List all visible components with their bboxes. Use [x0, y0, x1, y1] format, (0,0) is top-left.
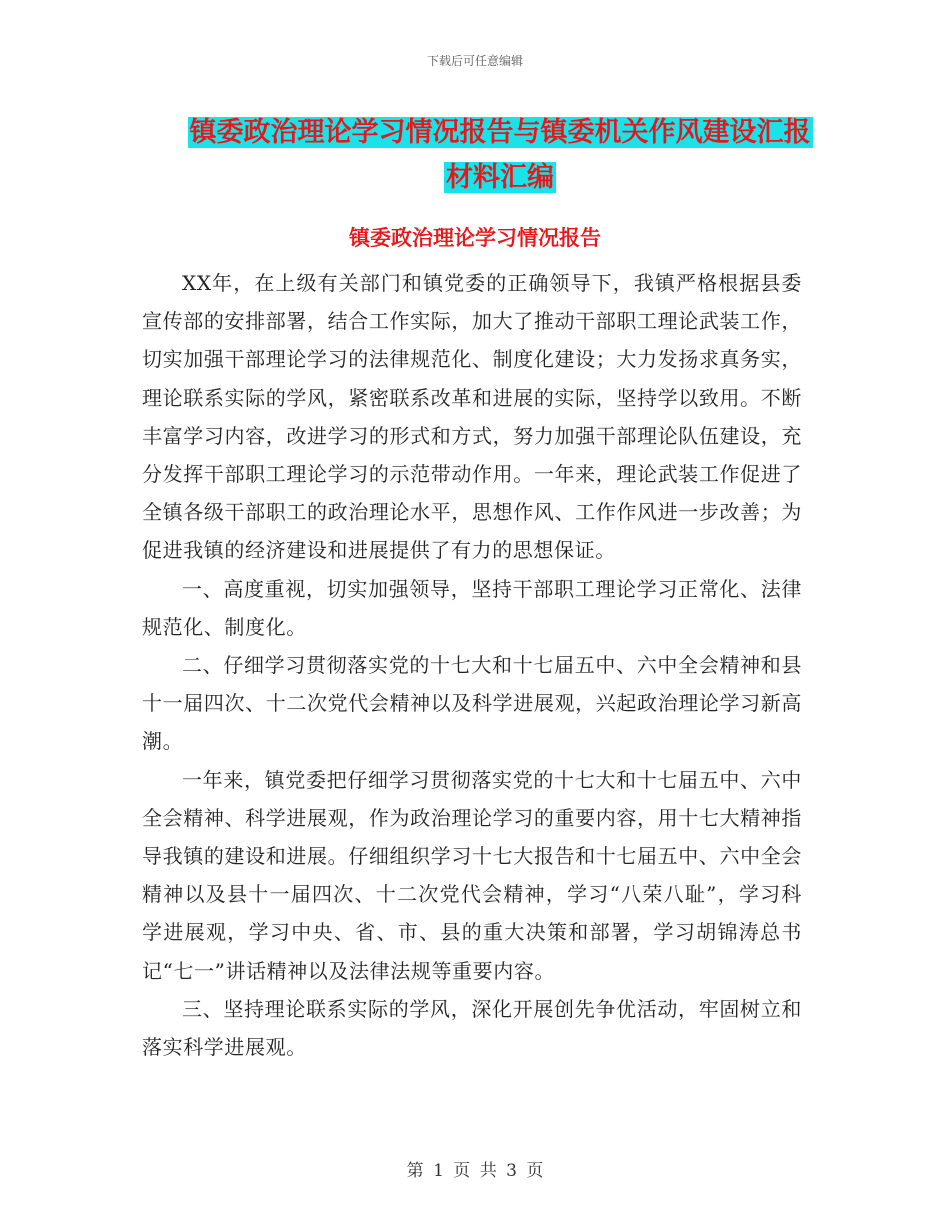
body-text — [142, 264, 802, 1066]
section-title: 镇委政治理论学习情况报告 — [349, 226, 601, 250]
page-number-footer: 第 1 页 共 3 页 — [406, 1161, 544, 1181]
header-note: 下载后可任意编辑 — [426, 54, 523, 68]
paragraph: 一、高度重视，切实加强领导，坚持干部职工理论学习正常化、法律规范化、制度化。 — [142, 576, 802, 639]
paragraph: 一年来，镇党委把仔细学习贯彻落实党的十七大和十七届五中、六中全会精神、科学进展观，作为政治理论学习的重要内容，用十七大精神指导我镇的建设和进展。仔细组织学习十七大报告和十七届五中、六中全会精神以及县十一届四次、十二次党代会精神，学习“八荣八耻”，学习科学进展观，学习中央、省、市、县的重大决策和部署，学习胡锦涛总书记“七一”讲话精神以及法律法规等重要内容。 — [142, 767, 802, 983]
paragraph: 二、仔细学习贯彻落实党的十七大和十七届五中、六中全会精神和县十一届四次、十二次党代会精神以及科学进展观，兴起政治理论学习新高潮。 — [142, 653, 802, 754]
paragraph: 三、坚持理论联系实际的学风，深化开展创先争优活动，牢固树立和落实科学进展观。 — [142, 996, 802, 1060]
document-title — [140, 110, 860, 200]
paragraph: XX年，在上级有关部门和镇党委的正确领导下，我镇严格根据县委宣传部的安排部署，结合工作实际，加大了推动干部职工理论武装工作，切实加强干部理论学习的法律规范化、制度化建设；大力发扬求真务实，理论联系实际的学风，紧密联系改革和进展的实际，坚持学以致用。不断丰富学习内容，改进学习的形式和方式，努力加强干部理论队伍建设，充分发挥干部职工理论学习的示范带动作用。一年来，理论武装工作促进了全镇各级干部职工的政治理论水平，思想作风、工作作风进一步改善；为促进我镇的经济建设和进展提供了有力的思想保证。 — [142, 271, 802, 563]
document-title-line-2: 材料汇编 — [446, 162, 554, 193]
document-title-line-1: 镇委政治理论学习情况报告与镇委机关作风建设汇报 — [189, 117, 811, 148]
